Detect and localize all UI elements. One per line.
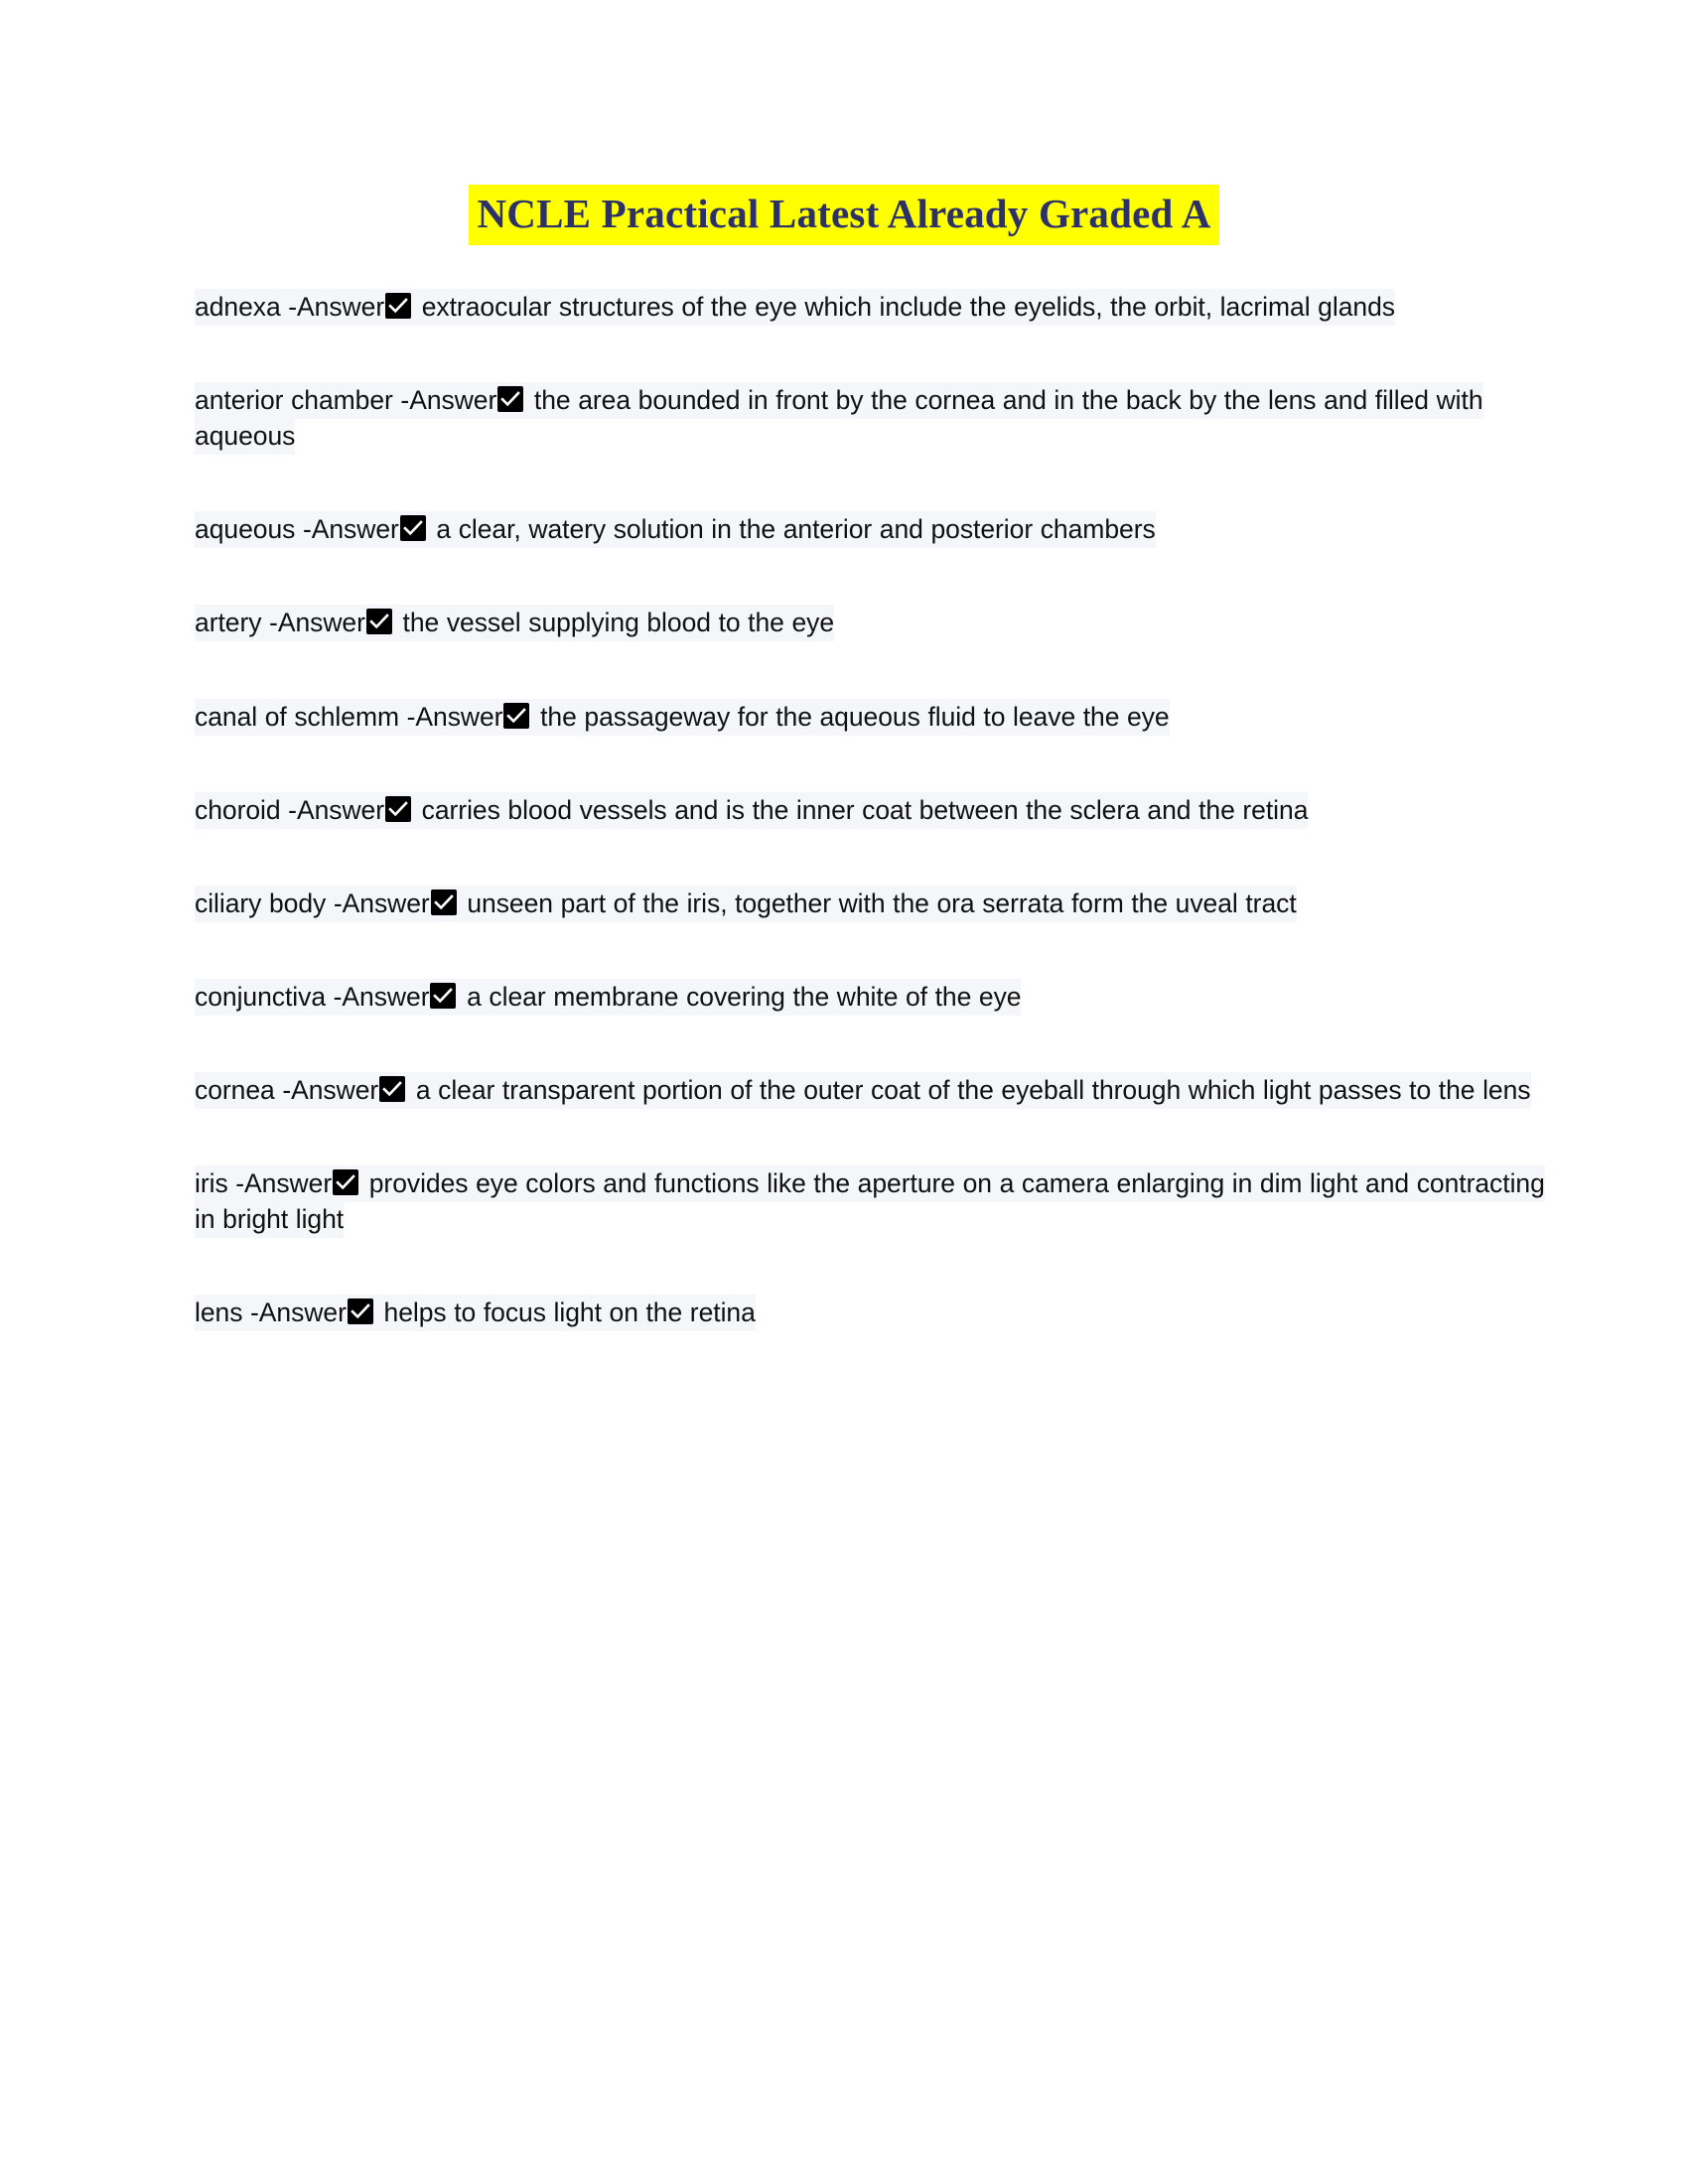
qa-answer: unseen part of the iris, together with the ora serrata form the uveal tract [467,887,1297,918]
checkmark-box-icon [333,1169,358,1195]
highlighted-text [195,511,1156,548]
qa-answer: the vessel supplying blood to the eye [402,608,835,638]
qa-line [195,1165,1549,1237]
qa-line [195,886,1549,921]
page-title-container [0,185,1688,245]
qa-item [195,699,1549,735]
highlighted-text [195,792,1308,829]
qa-item [195,792,1549,828]
qa-term: artery -Answer [195,608,365,638]
qa-list [0,289,1688,1329]
qa-line [195,699,1549,735]
qa-item [195,1072,1549,1108]
highlighted-text [195,289,1395,326]
highlighted-text [195,1072,1531,1109]
qa-item [195,886,1549,921]
qa-item [195,1165,1549,1237]
highlighted-text [195,605,834,641]
qa-item [195,979,1549,1015]
checkmark-box-icon [379,1076,405,1102]
qa-term: anterior chamber -Answer [195,385,497,416]
qa-term: aqueous -Answer [195,514,399,545]
qa-answer: helps to focus light on the retina [383,1297,756,1327]
highlighted-text [195,1165,1545,1238]
qa-term: conjunctiva -Answer [195,981,430,1012]
qa-line [195,979,1549,1015]
qa-term: adnexa -Answer [195,292,385,323]
qa-answer: a clear, watery solution in the anterior and posterior chambers [436,514,1156,545]
qa-item [195,1295,1549,1330]
qa-term: iris -Answer [195,1167,333,1198]
qa-line [195,382,1549,454]
qa-term: choroid -Answer [195,794,385,825]
highlighted-text [195,886,1297,922]
highlighted-text [195,979,1021,1016]
checkmark-box-icon [385,293,411,319]
highlighted-text [195,699,1170,736]
qa-term: cornea -Answer [195,1074,379,1105]
page-bottom-spacer [0,1388,1688,1646]
checkmark-box-icon [497,386,523,412]
qa-answer: the area bounded in front by the cornea and in the back by the lens and filled with aqueous [195,385,1483,452]
highlighted-text [195,1295,756,1331]
checkmark-box-icon [430,983,456,1009]
qa-line [195,605,1549,640]
qa-answer: a clear membrane covering the white of the eye [467,981,1022,1012]
qa-item [195,382,1549,454]
qa-answer: the passageway for the aqueous fluid to leave the eye [540,701,1170,732]
qa-line [195,289,1549,325]
qa-item [195,511,1549,547]
qa-answer: extraocular structures of the eye which include the eyelids, the orbit, lacrimal glands [421,292,1395,323]
checkmark-box-icon [348,1298,373,1324]
qa-line [195,1072,1549,1108]
qa-answer: provides eye colors and functions like the aperture on a camera enlarging in dim light and contracting in bright light [195,1167,1545,1234]
qa-term: lens -Answer [195,1297,347,1327]
qa-line [195,1295,1549,1330]
checkmark-box-icon [366,609,392,634]
checkmark-box-icon [503,703,529,729]
qa-item [195,605,1549,640]
qa-answer: a clear transparent portion of the outer coat of the eyeball through which light passes to the lens [415,1074,1531,1105]
qa-term: canal of schlemm -Answer [195,701,503,732]
qa-answer: carries blood vessels and is the inner coat between the sclera and the retina [421,794,1309,825]
checkmark-box-icon [385,796,411,822]
checkmark-box-icon [400,515,426,541]
qa-line [195,511,1549,547]
qa-item [195,289,1549,325]
checkmark-box-icon [431,889,457,915]
highlighted-text [195,382,1483,455]
qa-line [195,792,1549,828]
qa-term: ciliary body -Answer [195,887,430,918]
page-title: NCLE Practical Latest Already Graded A [469,185,1218,245]
